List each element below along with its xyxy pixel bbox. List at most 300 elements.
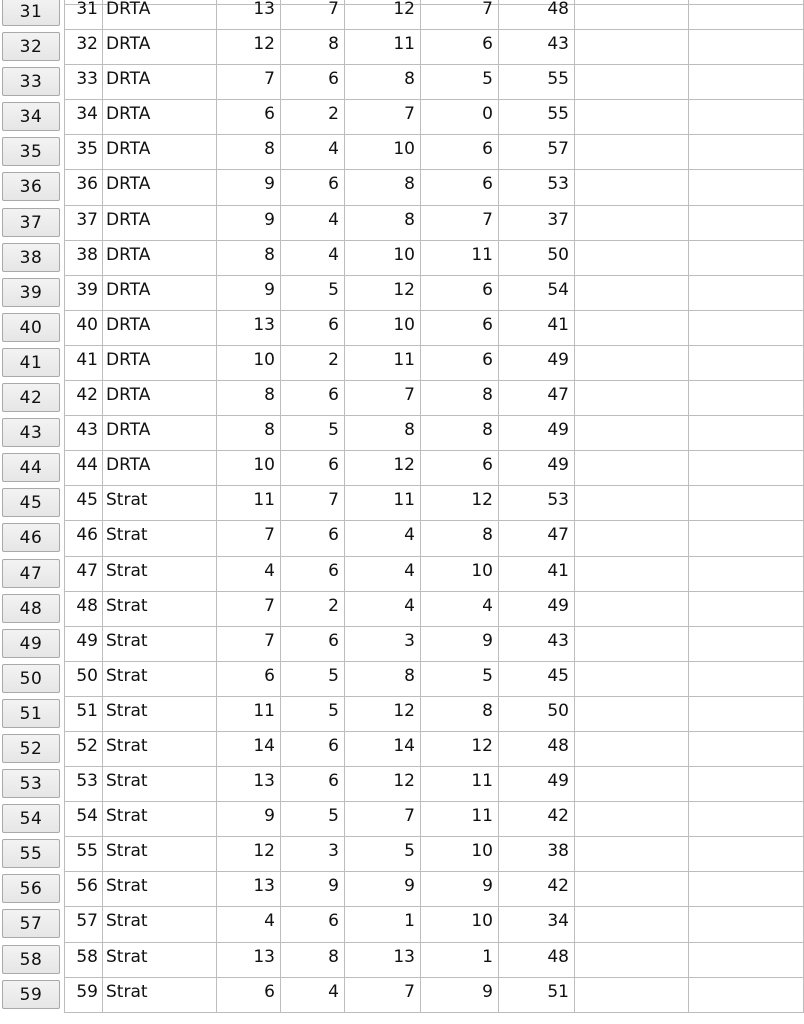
cell-value-3[interactable]: 11 [344, 30, 420, 65]
cell-id[interactable]: 43 [64, 416, 102, 451]
cell-value-3[interactable]: 13 [344, 943, 420, 978]
cell-value-5[interactable]: 43 [498, 30, 574, 65]
cell-value-1[interactable]: 4 [216, 907, 280, 942]
cell-value-1[interactable]: 9 [216, 170, 280, 205]
cell-value-5[interactable]: 48 [498, 0, 574, 30]
row-header[interactable]: 59 [2, 980, 60, 1009]
cell-value-5[interactable]: 38 [498, 837, 574, 872]
row-header[interactable]: 37 [2, 208, 60, 237]
empty-cell[interactable] [574, 135, 688, 170]
cell-value-4[interactable]: 11 [420, 241, 498, 276]
cell-value-5[interactable]: 37 [498, 206, 574, 241]
cell-value-5[interactable]: 54 [498, 276, 574, 311]
cell-value-2[interactable]: 6 [280, 65, 344, 100]
row-header[interactable]: 31 [2, 0, 60, 26]
cell-value-3[interactable]: 12 [344, 697, 420, 732]
cell-value-1[interactable]: 8 [216, 416, 280, 451]
cell-group[interactable]: Strat [102, 767, 216, 802]
cell-value-1[interactable]: 4 [216, 557, 280, 592]
cell-value-2[interactable]: 8 [280, 943, 344, 978]
cell-value-5[interactable]: 50 [498, 241, 574, 276]
empty-cell[interactable] [574, 592, 688, 627]
row-header[interactable]: 40 [2, 313, 60, 342]
cell-id[interactable]: 50 [64, 662, 102, 697]
row-header[interactable]: 44 [2, 453, 60, 482]
cell-value-2[interactable]: 4 [280, 135, 344, 170]
cell-value-3[interactable]: 4 [344, 557, 420, 592]
cell-group[interactable]: DRTA [102, 170, 216, 205]
cell-value-5[interactable]: 49 [498, 767, 574, 802]
cell-value-2[interactable]: 4 [280, 978, 344, 1013]
cell-value-2[interactable]: 6 [280, 451, 344, 486]
cell-value-4[interactable]: 12 [420, 486, 498, 521]
row-header[interactable]: 38 [2, 243, 60, 272]
cell-value-1[interactable]: 14 [216, 732, 280, 767]
empty-cell[interactable] [688, 872, 804, 907]
empty-cell[interactable] [574, 276, 688, 311]
cell-id[interactable]: 38 [64, 241, 102, 276]
cell-value-1[interactable]: 13 [216, 311, 280, 346]
cell-value-4[interactable]: 1 [420, 943, 498, 978]
cell-value-2[interactable]: 6 [280, 557, 344, 592]
empty-cell[interactable] [688, 170, 804, 205]
empty-cell[interactable] [574, 943, 688, 978]
cell-id[interactable]: 40 [64, 311, 102, 346]
empty-cell[interactable] [574, 416, 688, 451]
cell-value-2[interactable]: 2 [280, 592, 344, 627]
cell-value-3[interactable]: 7 [344, 802, 420, 837]
cell-value-1[interactable]: 13 [216, 767, 280, 802]
cell-value-5[interactable]: 41 [498, 557, 574, 592]
row-header[interactable]: 50 [2, 664, 60, 693]
cell-value-2[interactable]: 5 [280, 276, 344, 311]
row-header[interactable]: 45 [2, 488, 60, 517]
cell-value-3[interactable]: 12 [344, 0, 420, 30]
cell-id[interactable]: 34 [64, 100, 102, 135]
empty-cell[interactable] [574, 170, 688, 205]
table-row [0, 943, 804, 978]
cell-value-2[interactable]: 6 [280, 170, 344, 205]
cell-value-4[interactable]: 10 [420, 837, 498, 872]
row-header[interactable]: 57 [2, 909, 60, 938]
cell-value-2[interactable]: 6 [280, 627, 344, 662]
cell-group[interactable]: DRTA [102, 206, 216, 241]
cell-value-3[interactable]: 3 [344, 627, 420, 662]
cell-value-3[interactable]: 10 [344, 135, 420, 170]
cell-value-1[interactable]: 8 [216, 135, 280, 170]
cell-value-2[interactable]: 6 [280, 311, 344, 346]
cell-id[interactable]: 42 [64, 381, 102, 416]
cell-value-4[interactable]: 4 [420, 592, 498, 627]
empty-cell[interactable] [688, 241, 804, 276]
cell-value-4[interactable]: 12 [420, 732, 498, 767]
empty-cell[interactable] [688, 521, 804, 556]
cell-value-4[interactable]: 8 [420, 697, 498, 732]
empty-cell[interactable] [688, 206, 804, 241]
cell-group[interactable]: DRTA [102, 416, 216, 451]
row-header[interactable]: 32 [2, 32, 60, 61]
cell-value-5[interactable]: 49 [498, 451, 574, 486]
cell-value-5[interactable]: 50 [498, 697, 574, 732]
empty-cell[interactable] [574, 907, 688, 942]
cell-value-5[interactable]: 49 [498, 416, 574, 451]
cell-group[interactable]: Strat [102, 662, 216, 697]
row-header[interactable]: 36 [2, 172, 60, 201]
cell-value-5[interactable]: 49 [498, 592, 574, 627]
table-row [0, 0, 804, 30]
row-header[interactable]: 58 [2, 945, 60, 974]
cell-value-2[interactable]: 2 [280, 100, 344, 135]
cell-value-5[interactable]: 42 [498, 802, 574, 837]
cell-value-2[interactable]: 5 [280, 662, 344, 697]
cell-value-1[interactable]: 7 [216, 592, 280, 627]
cell-value-1[interactable]: 6 [216, 100, 280, 135]
cell-value-4[interactable]: 10 [420, 907, 498, 942]
empty-cell[interactable] [688, 65, 804, 100]
cell-id[interactable]: 44 [64, 451, 102, 486]
cell-value-1[interactable]: 7 [216, 65, 280, 100]
cell-value-3[interactable]: 11 [344, 486, 420, 521]
cell-id[interactable]: 39 [64, 276, 102, 311]
cell-value-3[interactable]: 8 [344, 170, 420, 205]
cell-id[interactable]: 59 [64, 978, 102, 1013]
empty-cell[interactable] [574, 100, 688, 135]
cell-value-3[interactable]: 12 [344, 451, 420, 486]
cell-value-4[interactable]: 9 [420, 627, 498, 662]
empty-cell[interactable] [688, 837, 804, 872]
empty-cell[interactable] [688, 802, 804, 837]
cell-value-5[interactable]: 49 [498, 346, 574, 381]
empty-cell[interactable] [688, 135, 804, 170]
cell-value-3[interactable]: 8 [344, 206, 420, 241]
cell-id[interactable]: 49 [64, 627, 102, 662]
cell-value-5[interactable]: 47 [498, 521, 574, 556]
empty-cell[interactable] [574, 697, 688, 732]
empty-cell[interactable] [688, 978, 804, 1013]
empty-cell[interactable] [574, 872, 688, 907]
cell-value-3[interactable]: 1 [344, 907, 420, 942]
empty-cell[interactable] [688, 767, 804, 802]
cell-value-5[interactable]: 45 [498, 662, 574, 697]
cell-id[interactable]: 52 [64, 732, 102, 767]
cell-group[interactable]: Strat [102, 486, 216, 521]
cell-id[interactable]: 54 [64, 802, 102, 837]
cell-value-2[interactable]: 6 [280, 767, 344, 802]
cell-value-4[interactable]: 6 [420, 30, 498, 65]
cell-id[interactable]: 58 [64, 943, 102, 978]
cell-group[interactable]: Strat [102, 802, 216, 837]
row-header[interactable]: 46 [2, 523, 60, 552]
cell-value-4[interactable]: 11 [420, 802, 498, 837]
cell-value-4[interactable]: 8 [420, 521, 498, 556]
empty-cell[interactable] [574, 767, 688, 802]
cell-value-4[interactable]: 6 [420, 170, 498, 205]
cell-value-1[interactable]: 10 [216, 451, 280, 486]
cell-group[interactable]: DRTA [102, 135, 216, 170]
cell-value-5[interactable]: 53 [498, 486, 574, 521]
cell-value-4[interactable]: 6 [420, 276, 498, 311]
cell-value-5[interactable]: 47 [498, 381, 574, 416]
empty-cell[interactable] [574, 486, 688, 521]
cell-value-4[interactable]: 7 [420, 206, 498, 241]
cell-value-1[interactable]: 6 [216, 662, 280, 697]
cell-value-1[interactable]: 7 [216, 521, 280, 556]
cell-value-2[interactable]: 7 [280, 486, 344, 521]
empty-cell[interactable] [574, 0, 688, 30]
table-row [0, 872, 804, 907]
cell-value-4[interactable]: 11 [420, 767, 498, 802]
table-row [0, 100, 804, 135]
empty-cell[interactable] [574, 381, 688, 416]
cell-value-3[interactable]: 10 [344, 311, 420, 346]
cell-id[interactable]: 53 [64, 767, 102, 802]
empty-cell[interactable] [574, 662, 688, 697]
table-row [0, 732, 804, 767]
empty-cell[interactable] [688, 662, 804, 697]
table-row [0, 241, 804, 276]
cell-value-5[interactable]: 55 [498, 65, 574, 100]
cell-group[interactable]: DRTA [102, 381, 216, 416]
cell-group[interactable]: Strat [102, 907, 216, 942]
cell-value-4[interactable]: 6 [420, 451, 498, 486]
cell-value-5[interactable]: 48 [498, 943, 574, 978]
empty-cell[interactable] [688, 943, 804, 978]
cell-group[interactable]: Strat [102, 697, 216, 732]
cell-value-4[interactable]: 5 [420, 65, 498, 100]
empty-cell[interactable] [688, 346, 804, 381]
cell-value-1[interactable]: 7 [216, 627, 280, 662]
cell-id[interactable]: 56 [64, 872, 102, 907]
cell-group[interactable]: Strat [102, 557, 216, 592]
empty-cell[interactable] [688, 416, 804, 451]
cell-group[interactable]: DRTA [102, 241, 216, 276]
cell-value-4[interactable]: 7 [420, 0, 498, 30]
cell-value-4[interactable]: 9 [420, 978, 498, 1013]
cell-value-1[interactable]: 9 [216, 206, 280, 241]
empty-cell[interactable] [688, 627, 804, 662]
cell-value-3[interactable]: 7 [344, 381, 420, 416]
cell-value-3[interactable]: 8 [344, 662, 420, 697]
cell-id[interactable]: 51 [64, 697, 102, 732]
empty-cell[interactable] [688, 697, 804, 732]
empty-cell[interactable] [688, 311, 804, 346]
row-header[interactable]: 52 [2, 734, 60, 763]
cell-value-5[interactable]: 55 [498, 100, 574, 135]
cell-group[interactable]: DRTA [102, 0, 216, 30]
cell-value-1[interactable]: 12 [216, 837, 280, 872]
cell-id[interactable]: 31 [64, 0, 102, 30]
cell-group[interactable]: DRTA [102, 311, 216, 346]
cell-value-2[interactable]: 6 [280, 907, 344, 942]
cell-group[interactable]: DRTA [102, 451, 216, 486]
empty-cell[interactable] [574, 346, 688, 381]
row-header[interactable]: 33 [2, 67, 60, 96]
cell-value-3[interactable]: 5 [344, 837, 420, 872]
cell-value-1[interactable]: 8 [216, 381, 280, 416]
cell-group[interactable]: DRTA [102, 65, 216, 100]
cell-value-1[interactable]: 11 [216, 486, 280, 521]
cell-value-2[interactable]: 6 [280, 381, 344, 416]
cell-value-5[interactable]: 53 [498, 170, 574, 205]
cell-value-2[interactable]: 5 [280, 416, 344, 451]
cell-id[interactable]: 35 [64, 135, 102, 170]
cell-value-4[interactable]: 6 [420, 346, 498, 381]
row-header[interactable]: 47 [2, 559, 60, 588]
row-header[interactable]: 54 [2, 804, 60, 833]
empty-cell[interactable] [574, 521, 688, 556]
cell-value-3[interactable]: 12 [344, 276, 420, 311]
row-header[interactable]: 49 [2, 629, 60, 658]
cell-value-3[interactable]: 14 [344, 732, 420, 767]
cell-id[interactable]: 33 [64, 65, 102, 100]
cell-value-4[interactable]: 0 [420, 100, 498, 135]
row-header[interactable]: 42 [2, 383, 60, 412]
cell-value-1[interactable]: 12 [216, 30, 280, 65]
cell-group[interactable]: DRTA [102, 100, 216, 135]
cell-id[interactable]: 36 [64, 170, 102, 205]
cell-value-3[interactable]: 7 [344, 100, 420, 135]
empty-cell[interactable] [574, 978, 688, 1013]
cell-value-1[interactable]: 9 [216, 276, 280, 311]
empty-cell[interactable] [688, 30, 804, 65]
cell-value-4[interactable]: 10 [420, 557, 498, 592]
cell-value-3[interactable]: 8 [344, 65, 420, 100]
cell-value-1[interactable]: 13 [216, 0, 280, 30]
cell-group[interactable]: Strat [102, 837, 216, 872]
cell-value-1[interactable]: 13 [216, 943, 280, 978]
row-header[interactable]: 35 [2, 137, 60, 166]
cell-value-4[interactable]: 5 [420, 662, 498, 697]
empty-cell[interactable] [688, 557, 804, 592]
cell-group[interactable]: Strat [102, 732, 216, 767]
cell-value-2[interactable]: 6 [280, 521, 344, 556]
cell-id[interactable]: 48 [64, 592, 102, 627]
row-header[interactable]: 39 [2, 278, 60, 307]
table-row [0, 276, 804, 311]
cell-value-4[interactable]: 6 [420, 311, 498, 346]
cell-value-3[interactable]: 12 [344, 767, 420, 802]
empty-cell[interactable] [688, 381, 804, 416]
cell-id[interactable]: 47 [64, 557, 102, 592]
cell-value-3[interactable]: 11 [344, 346, 420, 381]
cell-value-2[interactable]: 5 [280, 697, 344, 732]
row-header[interactable]: 51 [2, 699, 60, 728]
cell-value-1[interactable]: 6 [216, 978, 280, 1013]
empty-cell[interactable] [574, 802, 688, 837]
empty-cell[interactable] [688, 486, 804, 521]
cell-group[interactable]: Strat [102, 592, 216, 627]
cell-id[interactable]: 32 [64, 30, 102, 65]
cell-id[interactable]: 37 [64, 206, 102, 241]
empty-cell[interactable] [688, 100, 804, 135]
cell-value-3[interactable]: 4 [344, 592, 420, 627]
table-row [0, 65, 804, 100]
empty-cell[interactable] [688, 0, 804, 30]
cell-value-5[interactable]: 41 [498, 311, 574, 346]
cell-value-5[interactable]: 42 [498, 872, 574, 907]
row-header[interactable]: 56 [2, 874, 60, 903]
row-header[interactable]: 53 [2, 769, 60, 798]
cell-value-4[interactable]: 8 [420, 416, 498, 451]
row-header[interactable]: 43 [2, 418, 60, 447]
cell-value-5[interactable]: 48 [498, 732, 574, 767]
cell-value-1[interactable]: 8 [216, 241, 280, 276]
cell-value-5[interactable]: 43 [498, 627, 574, 662]
cell-id[interactable]: 46 [64, 521, 102, 556]
cell-group[interactable]: Strat [102, 943, 216, 978]
cell-value-5[interactable]: 57 [498, 135, 574, 170]
empty-cell[interactable] [574, 30, 688, 65]
row-header[interactable]: 34 [2, 102, 60, 131]
row-header[interactable]: 41 [2, 348, 60, 377]
cell-value-3[interactable]: 9 [344, 872, 420, 907]
cell-value-2[interactable]: 2 [280, 346, 344, 381]
cell-value-3[interactable]: 7 [344, 978, 420, 1013]
empty-cell[interactable] [574, 65, 688, 100]
empty-cell[interactable] [574, 451, 688, 486]
cell-group[interactable]: DRTA [102, 346, 216, 381]
table-row [0, 451, 804, 486]
cell-value-1[interactable]: 9 [216, 802, 280, 837]
empty-cell[interactable] [688, 276, 804, 311]
empty-cell[interactable] [574, 206, 688, 241]
empty-cell[interactable] [574, 627, 688, 662]
cell-group[interactable]: DRTA [102, 276, 216, 311]
cell-value-4[interactable]: 9 [420, 872, 498, 907]
cell-value-1[interactable]: 10 [216, 346, 280, 381]
cell-value-1[interactable]: 13 [216, 872, 280, 907]
cell-value-2[interactable]: 4 [280, 241, 344, 276]
empty-cell[interactable] [574, 732, 688, 767]
empty-cell[interactable] [688, 907, 804, 942]
table-row [0, 486, 804, 521]
empty-cell[interactable] [574, 557, 688, 592]
cell-id[interactable]: 57 [64, 907, 102, 942]
row-header[interactable]: 55 [2, 839, 60, 868]
cell-value-3[interactable]: 8 [344, 416, 420, 451]
cell-id[interactable]: 55 [64, 837, 102, 872]
cell-value-5[interactable]: 34 [498, 907, 574, 942]
cell-group[interactable]: Strat [102, 872, 216, 907]
empty-cell[interactable] [688, 451, 804, 486]
empty-cell[interactable] [574, 241, 688, 276]
empty-cell[interactable] [688, 732, 804, 767]
cell-value-4[interactable]: 6 [420, 135, 498, 170]
cell-value-1[interactable]: 11 [216, 697, 280, 732]
cell-id[interactable]: 45 [64, 486, 102, 521]
empty-cell[interactable] [688, 592, 804, 627]
cell-value-2[interactable]: 4 [280, 206, 344, 241]
row-header[interactable]: 48 [2, 594, 60, 623]
cell-value-3[interactable]: 10 [344, 241, 420, 276]
cell-group[interactable]: Strat [102, 521, 216, 556]
cell-value-2[interactable]: 7 [280, 0, 344, 30]
empty-cell[interactable] [574, 311, 688, 346]
empty-cell[interactable] [574, 837, 688, 872]
cell-value-2[interactable]: 5 [280, 802, 344, 837]
cell-value-2[interactable]: 9 [280, 872, 344, 907]
cell-group[interactable]: Strat [102, 978, 216, 1013]
cell-value-5[interactable]: 51 [498, 978, 574, 1013]
cell-value-2[interactable]: 6 [280, 732, 344, 767]
cell-value-2[interactable]: 8 [280, 30, 344, 65]
cell-group[interactable]: DRTA [102, 30, 216, 65]
cell-group[interactable]: Strat [102, 627, 216, 662]
cell-value-3[interactable]: 4 [344, 521, 420, 556]
cell-value-2[interactable]: 3 [280, 837, 344, 872]
cell-value-4[interactable]: 8 [420, 381, 498, 416]
cell-id[interactable]: 41 [64, 346, 102, 381]
